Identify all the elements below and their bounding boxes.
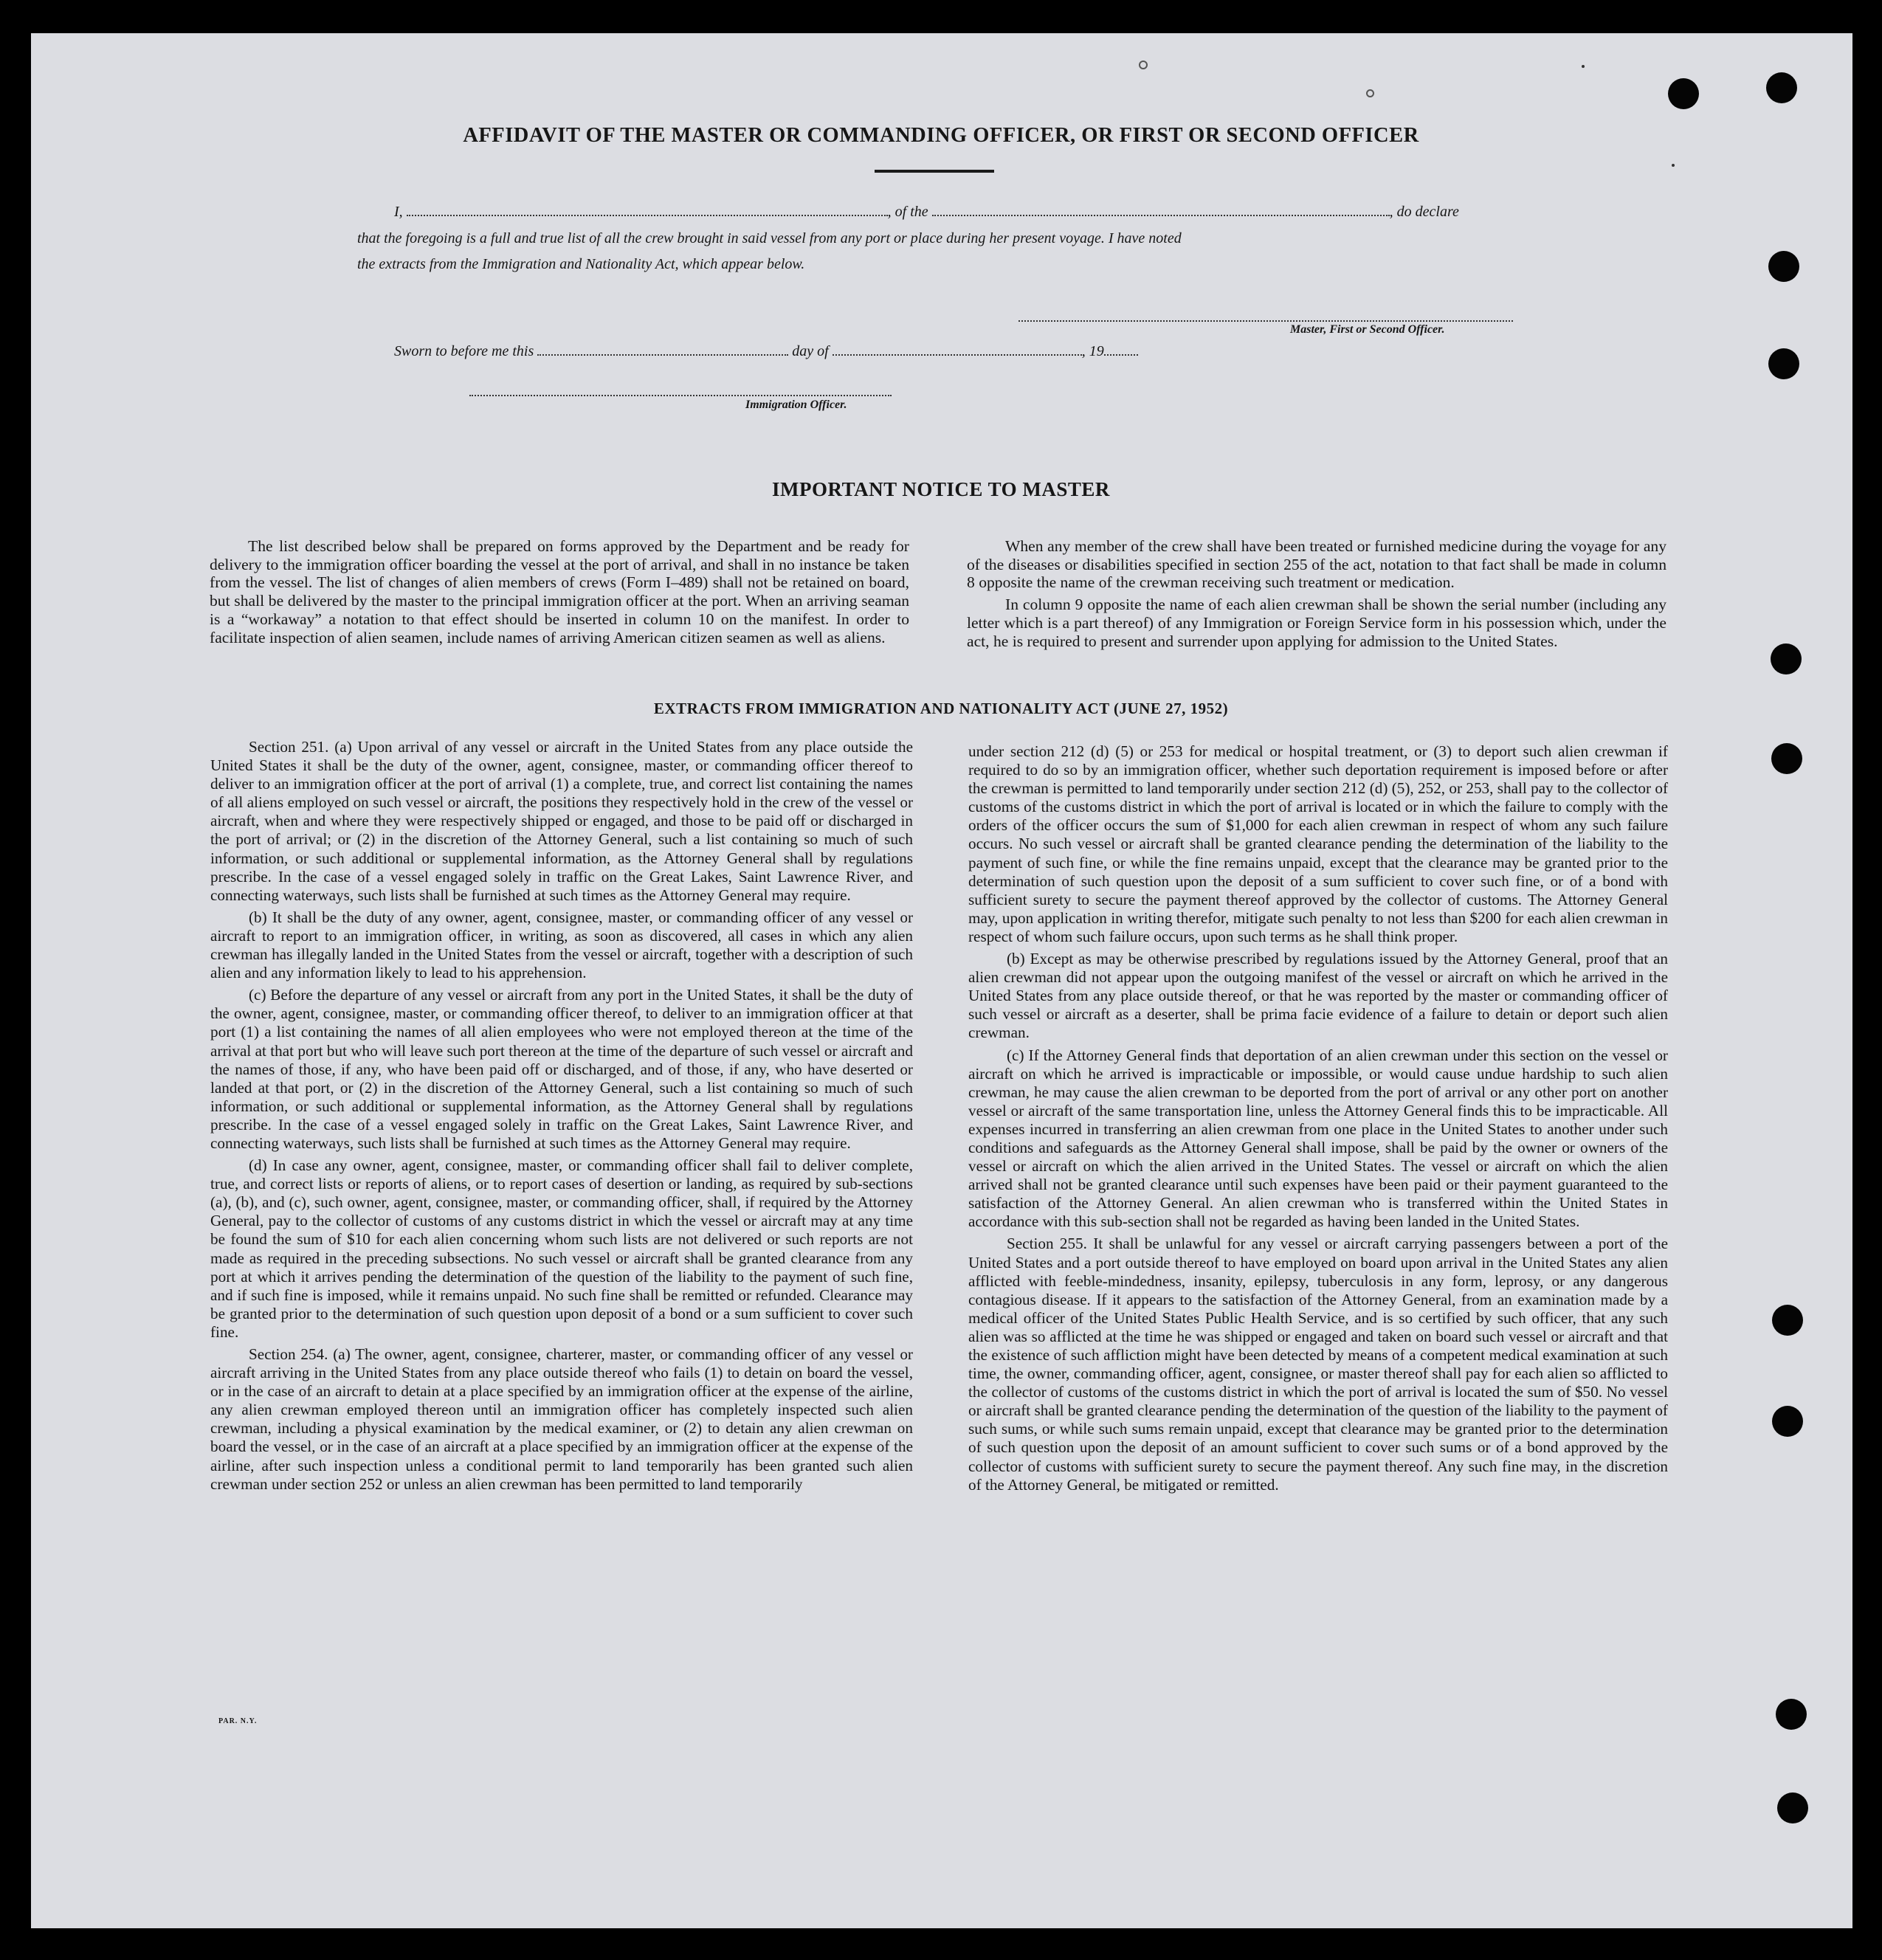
affidavit-title: AFFIDAVIT OF THE MASTER OR COMMANDING OFFICER, OR FIRST OR SECOND OFFICER	[463, 124, 1419, 147]
notice-left-column	[210, 537, 909, 646]
punch-hole	[1777, 1792, 1808, 1823]
punch-hole	[1772, 1406, 1803, 1437]
master-signature-caption: Master, First or Second Officer.	[1290, 323, 1445, 336]
notice-paragraph: The list described below shall be prepared on forms approved by the Department and be ready for delivery to the immigration officer boarding the vessel at the port of arrival, and shall in no instance be taken from the vessel. The list of changes of alien members of crews (Form I–489) shall not be retained on board, but shall be delivered by the master to the principal immigration officer at the port. When an arriving seaman is a “workaway” a notation to that effect should be inserted in column 10 on the manifest. In order to facilitate inspection of alien seamen, include names of arriving American citizen seamen as well as aliens.	[210, 537, 909, 646]
extracts-title: EXTRACTS FROM IMMIGRATION AND NATIONALITY ACT (JUNE 27, 1952)	[653, 700, 1229, 717]
do-declare-label: , do declare	[1389, 204, 1459, 220]
punch-hole	[1771, 643, 1802, 674]
of-the-label: , of the	[887, 204, 928, 220]
immigration-officer-signature-field[interactable]	[469, 395, 892, 396]
year-label: , 19	[1081, 343, 1104, 359]
printer-mark: PAR. N.Y.	[218, 1717, 258, 1725]
sworn-prefix: Sworn to before me this	[394, 343, 534, 359]
section-255: Section 255. It shall be unlawful for any vessel or aircraft carrying passengers between a port of the United States and a port outside thereof to have employed on board upon arrival in the United States any alien afflicted with feeble-mindedness, insanity, epilepsy, tuberculosis in any form, leprosy, or any dangerous contagious disease. If it appears to the satisfaction of the Attorney General, from an examination made by a medical officer of the United States Public Health Service, and is so certified by such officer, that any such alien was so afflicted at the time he was shipped or engaged and taken on board such vessel or aircraft and that the existence of such affliction might have been detected by means of a competent medical examination at such time, the owner, commanding officer, agent, consignee, or master thereof shall pay for each alien so afflicted to the collector of customs of the customs district in which the port of arrival is located the sum of $50. No vessel or aircraft shall be granted clearance pending the determination of the question of the liability to the payment of such sums, or while such sums remain unpaid, except that clearance may be granted prior to the determination of such question upon the deposit of an amount sufficient to cover such sums or of a bond approved by the collector of customs with sufficient surety to secure the payment thereof. Any such fine may, in the discretion of the Attorney General, be mitigated or remitted.	[968, 1235, 1668, 1494]
notice-paragraph: When any member of the crew shall have been treated or furnished medicine during the voyage for any of the diseases or disabilities specified in section 255 of the act, notation to that fact shall be made in column 8 opposite the name of the crewman receiving such treatment or medication.	[967, 537, 1666, 592]
day-of-label: day of	[792, 343, 829, 359]
paper-speck	[1139, 61, 1148, 69]
vessel-name-field[interactable]	[932, 214, 1390, 216]
section-251a: Section 251. (a) Upon arrival of any vessel or aircraft in the United States from any place outside the United States it shall be the duty of the owner, agent, consignee, master, or commanding officer thereof to deliver to an immigration officer at the port of arrival (1) a complete, true, and correct list containing the names of all aliens employed on such vessel or aircraft, the positions they respectively hold in the crew of the vessel or aircraft, when and where they were respectively shipped or engaged, and those to be paid off or discharged in the port of arrival; or (2) in the discretion of the Attorney General, such a list containing so much of such information, or such additional or supplemental information, as the Attorney General shall by regulations prescribe. In the case of a vessel engaged solely in traffic on the Great Lakes, Saint Lawrence River, and connecting waterways, such lists shall be furnished at such times as the Attorney General may require.	[210, 738, 913, 904]
title-rule	[875, 170, 994, 173]
punch-hole	[1766, 72, 1797, 103]
master-signature-field[interactable]	[1018, 320, 1513, 322]
section-254c: (c) If the Attorney General finds that deportation of an alien crewman under this section on the vessel or aircraft on which he arrived is impracticable or impossible, or would cause undue hardship to such alien crewman, he may cause the alien crewman to be deported from the port of arrival or any other port on another vessel or aircraft of the same transportation line, unless the Attorney General finds this to be impracticable. All expenses incurred in transferring an alien crewman from one place in the United States to another under such conditions and safeguards as the Attorney General shall impose, shall be paid by the owner or owners of the vessel or aircraft on which the alien arrived in the United States. The vessel or aircraft on which the alien arrived shall not be granted clearance until such expenses have been paid or their payment guaranteed to the satisfaction of the Attorney General. An alien crewman who is transferred within the United States in accordance with this sub-section shall not be regarded as having been landed in the United States.	[968, 1046, 1668, 1231]
section-251c: (c) Before the departure of any vessel or aircraft from any port in the United States, it shall be the duty of the owner, agent, consignee, master, or commanding officer thereof, to deliver to an immigration officer at that port (1) a list containing the names of all alien employees who were not employed thereon at the time of the arrival at that port but who will leave such port thereon at the time of the departure of such vessel or aircraft and the names of those, if any, who have been paid off or discharged, and of those, if any, who have deserted or landed at that port, or (2) in the discretion of the Attorney General, such a list containing so much of such information, or such additional or supplemental information, as the Attorney General shall by regulations prescribe. In the case of a vessel engaged solely in traffic on the Great Lakes, Saint Lawrence River, and connecting waterways, such lists shall be furnished at such times as the Attorney General may require.	[210, 986, 913, 1152]
notice-right-column	[967, 537, 1666, 650]
notice-paragraph: In column 9 opposite the name of each alien crewman shall be shown the serial number (including any letter which is a part thereof) of any Immigration or Foreign Service form in his possession which, under the act, he is required to present and surrender upon applying for admission to the United States.	[967, 596, 1666, 650]
section-254b: (b) Except as may be otherwise prescribed by regulations issued by the Attorney General, proof that an alien crewman did not appear upon the outgoing manifest of the vessel or aircraft on which he arrived in the United States from any place outside thereof, or that he was reported by the master or commanding officer of such vessel or aircraft as a deserter, shall be prima facie evidence of a failure to detain or deport such alien crewman.	[968, 950, 1668, 1042]
paper-speck	[1366, 89, 1374, 97]
section-254a: Section 254. (a) The owner, agent, consignee, charterer, master, or commanding officer of any vessel or aircraft arriving in the United States from any place outside thereof who fails (1) to detain on board the vessel, or in the case of an aircraft to detain at a place specified by an immigration officer at the expense of the airline, any alien crewman employed thereon until an immigration officer has completely inspected such alien crewman, including a physical examination by the medical examiner, or (2) to detain any alien crewman on board the vessel, or in the case of an aircraft at a place specified by an immigration officer at the expense of the airline, after such inspection unless a conditional permit to land temporarily has been granted such alien crewman under section 252 or unless an alien crewman has been permitted to land temporarily	[210, 1345, 913, 1493]
section-254a-continued: under section 212 (d) (5) or 253 for medical or hospital treatment, or (3) to deport such alien crewman if required to do so by an immigration officer, whether such deportation requirement is imposed before or after the crewman is permitted to land temporarily under section 212 (d) (5), 252, or 253, shall pay to the collector of customs of the customs district in which the port of arrival is located or in which the failure to comply with the orders of the officer occurs the sum of $1,000 for each alien crewman in respect of whom any such failure occurs. No such vessel or aircraft shall be granted clearance pending the determination of the liability to the payment of such fine, or while the fine remains unpaid, except that the clearance may be granted prior to the determination of such question upon the deposit of a sum sufficient to cover such fine, or of a bond with sufficient surety to secure the payment thereof approved by the collector of customs. The Attorney General may, upon application in writing therefor, mitigate such penalty to not less than $200 for each alien crewman in respect of whom such failure occurs, upon such terms as he shall think proper.	[968, 742, 1668, 945]
declaration-text-2: the extracts from the Immigration and Nationality Act, which appear below.	[357, 256, 805, 272]
section-251d: (d) In case any owner, agent, consignee, master, or commanding officer shall fail to deliver complete, true, and correct lists or reports of aliens, or to report cases of desertion or landing, as required by sub-sections (a), (b), and (c), such owner, agent, consignee, master, or commanding officer, shall, if required by the Attorney General, pay to the collector of customs of any customs district in which the vessel or aircraft may at any time be found the sum of $10 for each alien concerning whom such lists are not delivered or such reports are not made as required in the preceding subsections. No such vessel or aircraft shall be granted clearance from any port at which it arrives pending the determination of the question of the liability to the payment of such fine, and if such fine is imposed, while it remains unpaid. No such fine shall be remitted or refunded. Clearance may be granted prior to the determination of such question upon deposit of a bond or a sum sufficient to cover such fine.	[210, 1156, 913, 1341]
immigration-officer-caption: Immigration Officer.	[745, 398, 847, 411]
declaration-text-1: that the foregoing is a full and true list of all the crew brought in said vessel from any port or place during her present voyage. I have noted	[357, 230, 1182, 246]
sworn-month-field[interactable]	[833, 353, 1082, 356]
section-251b: (b) It shall be the duty of any owner, agent, consignee, master, or commanding officer of any vessel or aircraft to report to an immigration officer, in writing, as soon as discovered, all cases in which any alien crewman has illegally landed in the United States from the vessel or aircraft, together with a description of such alien and any information likely to lead to his apprehension.	[210, 908, 913, 982]
punch-hole	[1776, 1699, 1807, 1730]
extracts-left-column	[210, 738, 913, 1494]
sworn-day-field[interactable]	[537, 353, 788, 356]
sworn-year-field[interactable]	[1104, 353, 1138, 356]
declarant-name-field[interactable]	[407, 214, 888, 216]
extracts-right-column	[968, 742, 1668, 1494]
notice-title: IMPORTANT NOTICE TO MASTER	[772, 478, 1110, 500]
punch-hole	[1768, 251, 1799, 282]
declarant-prefix: I,	[394, 204, 403, 220]
declaration-line	[394, 204, 1459, 221]
paper-speck	[1582, 65, 1585, 68]
punch-hole	[1668, 78, 1699, 109]
sworn-line	[394, 343, 1138, 360]
punch-hole	[1768, 348, 1799, 379]
punch-hole	[1771, 743, 1802, 774]
paper-speck	[1672, 164, 1675, 167]
punch-hole	[1772, 1305, 1803, 1336]
